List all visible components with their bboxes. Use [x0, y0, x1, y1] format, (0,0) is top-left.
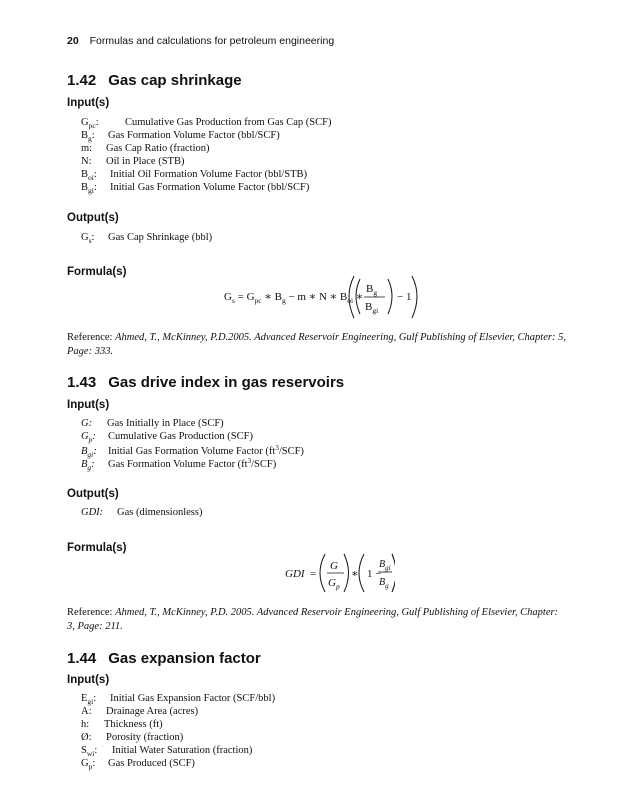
input-variable: h: Thickness (ft) — [81, 719, 163, 730]
outputs-heading: Output(s) — [67, 212, 119, 224]
running-header — [67, 35, 334, 47]
outputs-heading: Output(s) — [67, 488, 119, 500]
section-heading-1-44 — [67, 650, 261, 667]
svg-text:Gs = Gpc ∗ Bg − m ∗ N ∗ Boi ∗: $G_s = G_{pc}$ ∗ $B_g - m$ ∗ N ∗ $B_{oi}$ ∗ — [224, 291, 364, 305]
input-variable: m: Gas Cap Ratio (fraction) — [81, 143, 210, 154]
input-variable: $B_{gi}$: Initial Gas Formation Volume Factor $(ft^3/SCF)$ — [81, 444, 304, 459]
formula-gas-cap-shrinkage — [220, 272, 420, 322]
svg-text:− 1: − 1 — [397, 291, 412, 303]
svg-text:GDI: GDI — [285, 568, 305, 580]
svg-text:∗: ∗ — [351, 568, 359, 580]
input-variable: $G_{pc}$: Cumulative Gas Production from Gas Cap (SCF) — [81, 117, 332, 130]
svg-text:Bgi: $B_{gi}$ — [379, 559, 391, 572]
section-number: 1.42 — [67, 72, 97, 89]
inputs-heading: Input(s) — [67, 399, 110, 411]
section-title: Gas drive index in gas reservoirs — [108, 374, 345, 391]
formula-heading: Formula(s) — [67, 542, 127, 554]
svg-text:Bg: $B_g$ — [379, 577, 389, 590]
section-number: 1.44 — [67, 650, 97, 667]
section-heading-1-42 — [67, 72, 242, 89]
svg-text:Gp: $G_p$ — [328, 577, 340, 591]
reference: Reference: Ahmed, T., McKinney, P.D. 2005. Advanced Reservoir Engineering, Gulf Publishing of Elsevier, Chapter: 3, Page: 211. — [67, 607, 559, 632]
reference: Reference: Ahmed, T., McKinney, P.D.2005. Advanced Reservoir Engineering, Gulf Publishing of Elsevier, Chapter: 5, Page: 333. — [67, 332, 566, 357]
section-title: Gas expansion factor — [108, 650, 261, 667]
output-variable: $G_s$: Gas Cap Shrinkage (bbl) — [81, 232, 213, 245]
input-variable: $G_p$: Cumulative Gas Production (SCF) — [81, 431, 253, 444]
input-variable: $B_{gi}$: Initial Gas Formation Volume Factor (bbl/SCF) — [81, 182, 310, 195]
running-title: Formulas and calculations for petroleum engineering — [89, 35, 335, 47]
formula-gas-drive-index — [285, 550, 395, 596]
svg-text:G: G — [330, 560, 338, 572]
input-variable: $B_{oi}$: Initial Oil Formation Volume Factor (bbl/STB) — [81, 169, 308, 182]
svg-text:Bgi: $B_{gi}$ — [365, 301, 379, 315]
section-heading-1-43 — [67, 374, 344, 391]
input-variable: G: Gas Initially in Place (SCF) — [81, 418, 224, 429]
input-variable: $B_g$: Gas Formation Volume Factor (bbl/SCF) — [81, 130, 280, 143]
input-variable: $S_{wi}$: Initial Water Saturation (fraction) — [81, 745, 253, 758]
section-number: 1.43 — [67, 374, 97, 391]
input-variable: $E_{gi}$: Initial Gas Expansion Factor (SCF/bbl) — [81, 693, 276, 706]
inputs-heading: Input(s) — [67, 674, 110, 686]
input-variable: Ø: Porosity (fraction) — [81, 732, 184, 743]
inputs-heading: Input(s) — [67, 97, 110, 109]
formula-heading: Formula(s) — [67, 266, 127, 278]
page-number: 20 — [67, 35, 79, 47]
svg-text:1 −: 1 − — [367, 568, 382, 580]
output-variable: GDI: Gas (dimensionless) — [81, 507, 203, 518]
svg-text:Bg: $B_g$ — [366, 283, 378, 297]
input-variable: A: Drainage Area (acres) — [81, 706, 199, 717]
section-title: Gas cap shrinkage — [108, 72, 242, 89]
svg-text:=: = — [310, 568, 317, 580]
input-variable: $B_g$: Gas Formation Volume Factor $(ft^3/SCF)$ — [81, 457, 277, 472]
input-variable: N: Oil in Place (STB) — [81, 156, 185, 167]
input-variable: $G_p$: Gas Produced (SCF) — [81, 758, 195, 771]
